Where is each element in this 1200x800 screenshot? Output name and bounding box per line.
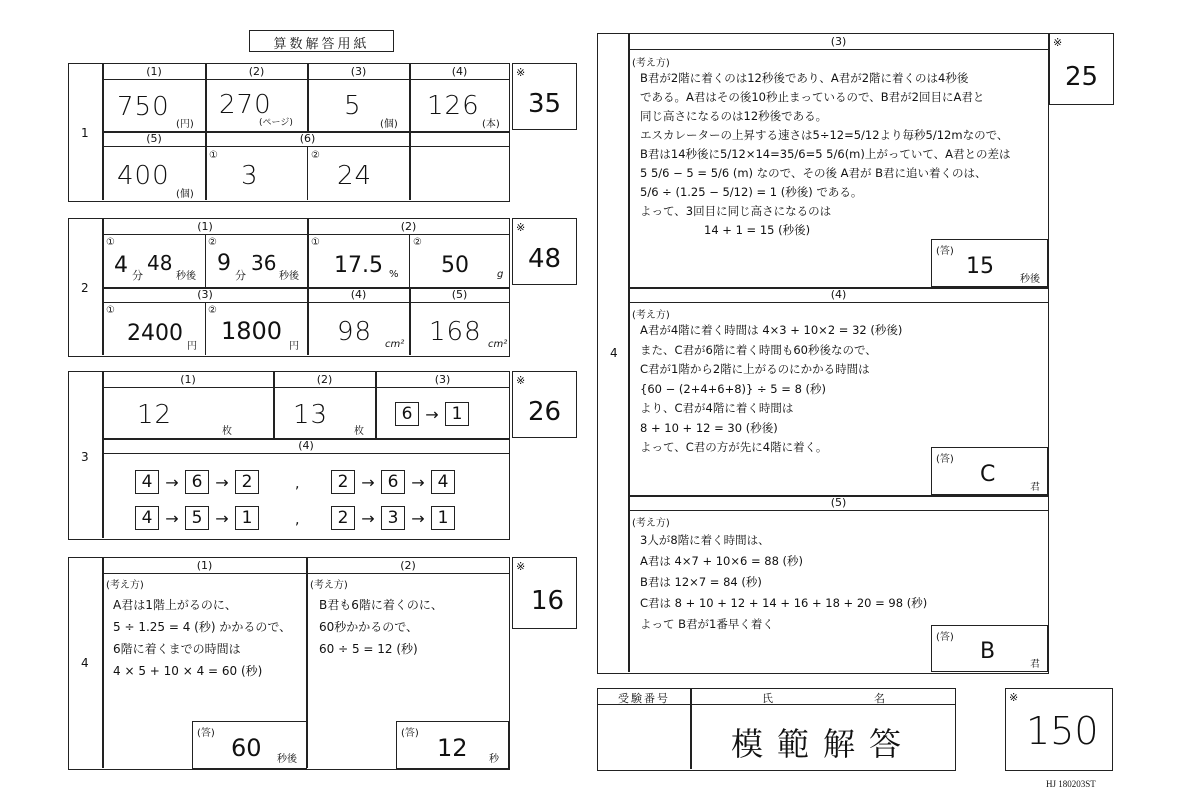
q2-header-4: (4) bbox=[350, 288, 367, 301]
q3-score-mark: ※ bbox=[516, 374, 526, 387]
q1-unit-4: (本) bbox=[482, 119, 500, 130]
q4-2-reasoning-label: (考え方) bbox=[310, 580, 348, 591]
q1-score-mark: ※ bbox=[516, 66, 526, 79]
q1-unit-5: (個) bbox=[176, 189, 194, 200]
q4-header-2: (2) bbox=[400, 559, 416, 572]
q1-score-box bbox=[512, 63, 577, 130]
q4-5-reasoning-label: (考え方) bbox=[632, 518, 670, 529]
q4-2-answer-label: (答) bbox=[401, 728, 419, 739]
q1-answer-4: 126 bbox=[427, 91, 480, 121]
q3-unit-1: 枚 bbox=[222, 426, 232, 437]
sheet-title-box bbox=[249, 30, 394, 52]
q2-header-3: (3) bbox=[197, 288, 213, 301]
q3-seq-a: 4 → 6 → 2 bbox=[135, 470, 259, 494]
q2-number: 2 bbox=[81, 281, 89, 295]
q2-answer-3-1: 2400 bbox=[127, 321, 183, 346]
q2-header-5: (5) bbox=[451, 288, 468, 301]
q2-unit-min-1: 分 bbox=[132, 269, 143, 282]
q2-3-circle-1: ① bbox=[106, 305, 115, 316]
q1-unit-3: (個) bbox=[380, 119, 398, 130]
q1-answer-3: 5 bbox=[344, 91, 362, 121]
q3-answer-3 bbox=[395, 402, 469, 426]
q1-header-3: (3) bbox=[350, 65, 367, 78]
name-label-2: 名 bbox=[874, 692, 885, 705]
q3-score: 26 bbox=[528, 397, 562, 427]
q4-4-reasoning-label: (考え方) bbox=[632, 310, 670, 321]
sheet-title: 算数解答用紙 bbox=[273, 37, 370, 52]
q2-header-2: (2) bbox=[400, 220, 417, 233]
q3-number: 3 bbox=[81, 450, 89, 464]
q2-frame bbox=[68, 218, 510, 357]
q2-answer-4: 98 bbox=[337, 317, 373, 347]
q3-seq-b: 2 → 6 → 4 bbox=[331, 470, 455, 494]
q2-answer-1-2-min: 9 bbox=[217, 251, 231, 276]
q2-2-circle-1: ① bbox=[311, 237, 320, 248]
q4-left-score: 16 bbox=[531, 586, 565, 616]
q4-header-3: (3) bbox=[830, 35, 847, 48]
q2-unit-sec-2: 秒後 bbox=[279, 271, 299, 282]
q4-3-reasoning-label: (考え方) bbox=[632, 58, 670, 69]
total-score-box bbox=[1005, 688, 1113, 771]
q2-answer-2-1: 17.5 bbox=[334, 253, 383, 278]
q3-header-3: (3) bbox=[434, 373, 451, 386]
q4-1-answer-box bbox=[192, 721, 307, 769]
q2-score: 48 bbox=[528, 244, 562, 274]
q1-header-2: (2) bbox=[248, 65, 265, 78]
q4-1-reasoning-label: (考え方) bbox=[106, 580, 144, 591]
q3-seq-d: 2 → 3 → 1 bbox=[331, 506, 455, 530]
q1-frame bbox=[68, 63, 510, 202]
q1-score: 35 bbox=[528, 89, 562, 119]
q2-score-box bbox=[512, 218, 577, 285]
name-label-1: 氏 bbox=[762, 692, 773, 705]
q3-comma-1: , bbox=[295, 476, 300, 492]
q4-2-answer-box bbox=[396, 721, 509, 769]
q3-answer-3-to: 1 bbox=[445, 402, 469, 426]
q2-answer-1-2-sec: 36 bbox=[251, 251, 277, 275]
q3-answer-1: 12 bbox=[137, 400, 173, 430]
q4-4-answer-box bbox=[931, 447, 1048, 495]
q4-3-answer-box bbox=[931, 239, 1048, 287]
q4-5-answer: B bbox=[980, 639, 996, 664]
q1-answer-2: 270 bbox=[219, 90, 272, 120]
q2-answer-2-2: 50 bbox=[441, 253, 469, 278]
q1-answer-6-2: 24 bbox=[337, 161, 373, 191]
q4-1-answer-label: (答) bbox=[197, 728, 215, 739]
q2-unit-min-2: 分 bbox=[235, 269, 246, 282]
q3-header-4: (4) bbox=[298, 439, 314, 452]
total-score-mark: ※ bbox=[1009, 691, 1019, 704]
q4-5-answer-box bbox=[931, 625, 1048, 672]
q4-5-reasoning: 3人が8階に着く時間は、 A君は 4×7 + 10×6 = 88 (秒) B君は 12×7 = 84 (秒) C君は 8 + 10 + 12 + 14 + 16 + 18 + 20 = 98 (秒) よって B君が1番早く着く bbox=[640, 533, 928, 631]
q4-right-score-mark: ※ bbox=[1053, 36, 1063, 49]
q4-5-unit: 君 bbox=[1030, 659, 1040, 670]
q2-1-circle-2: ② bbox=[208, 237, 217, 248]
q4-5-answer-label: (答) bbox=[936, 632, 954, 643]
q4-2-reasoning: B君も6階に着くのに、 60秒かかるので、 60 ÷ 5 = 12 (秒) bbox=[319, 598, 443, 656]
q2-unit-2-1: % bbox=[389, 269, 399, 280]
q4-header-5: (5) bbox=[830, 496, 847, 509]
q2-unit-3-2: 円 bbox=[289, 341, 299, 352]
total-score: 150 bbox=[1026, 709, 1099, 753]
q1-answer-1: 750 bbox=[117, 92, 170, 122]
q3-arrow: → bbox=[425, 404, 439, 424]
q2-unit-4: cm² bbox=[385, 339, 405, 350]
q1-answer-6-1: 3 bbox=[241, 161, 259, 191]
q3-seq-c: 4 → 5 → 1 bbox=[135, 506, 259, 530]
q3-score-box bbox=[512, 371, 577, 438]
q4-1-unit: 秒後 bbox=[277, 754, 297, 765]
q2-answer-3-2: 1800 bbox=[221, 317, 283, 345]
q4-header-4: (4) bbox=[830, 288, 847, 301]
q4-number-left: 4 bbox=[81, 656, 89, 670]
q4-3-answer: 15 bbox=[966, 254, 994, 279]
q4-4-answer-label: (答) bbox=[936, 454, 954, 465]
q4-1-answer: 60 bbox=[231, 734, 262, 762]
q4-header-1: (1) bbox=[196, 559, 213, 572]
q2-unit-sec-1: 秒後 bbox=[176, 271, 196, 282]
q3-header-1: (1) bbox=[180, 373, 196, 386]
q3-comma-2: , bbox=[295, 512, 300, 528]
candidate-name: 模範解答 bbox=[731, 725, 916, 763]
q4-right-frame bbox=[597, 33, 1049, 674]
q1-unit-1: (円) bbox=[176, 119, 194, 130]
q4-left-score-mark: ※ bbox=[516, 560, 526, 573]
q2-answer-1-1-sec: 48 bbox=[147, 251, 173, 275]
q2-score-mark: ※ bbox=[516, 221, 526, 234]
q3-answer-2: 13 bbox=[293, 400, 329, 430]
q1-header-6: (6) bbox=[299, 132, 316, 145]
q1-header-4: (4) bbox=[451, 65, 468, 78]
q1-unit-2: (ページ) bbox=[259, 118, 293, 128]
q3-answer-3-from: 6 bbox=[395, 402, 419, 426]
q1-6-circle-2: ② bbox=[311, 150, 320, 161]
q3-unit-2: 枚 bbox=[354, 426, 364, 437]
q4-left-score-box bbox=[512, 557, 577, 629]
q2-unit-3-1: 円 bbox=[187, 341, 197, 352]
q4-4-answer: C bbox=[980, 462, 996, 487]
q4-4-reasoning: A君が4階に着く時間は 4×3 + 10×2 = 32 (秒後) また、C君が6階に着く時間も60秒後なので、 C君が1階から2階に上がるのにかかる時間は {60 − (2+4+6+8)} ÷ 5 = 8 (秒) より、C君が4階に着く時間は 8 + 10 + 12 = 30 (秒後) よって、C君の方が先に4階に着く。 bbox=[640, 323, 903, 454]
form-code: HJ 180203ST bbox=[1046, 779, 1096, 789]
q4-3-reasoning: B君が2階に着くのは12秒後であり、A君が2階に着くのは4秒後 である。A君はその後10秒止まっているので、B君が2回目にA君と 同じ高さになるのは12秒後である。 エスカレーターの上昇する速さは5÷12=5/12より毎秒5/12mなので、 B君は14秒後に5/12×14=35/6=5 5/6(m)上がっていて、A君との差は 5 5/6 − 5 = 5/6 (m) なので、その後 A君が B君に追い着くのは、 5/6 ÷ (1.25 − 5/12) = 1 (秒後) である。 よって、3回目に同じ高さになるのは 14 + 1 = 15 (秒後) bbox=[640, 71, 1011, 237]
q4-2-unit: 秒 bbox=[489, 754, 499, 765]
q2-1-circle-1: ① bbox=[106, 237, 115, 248]
q1-answer-5: 400 bbox=[117, 161, 170, 191]
q4-right-score: 25 bbox=[1065, 62, 1099, 92]
q2-2-circle-2: ② bbox=[413, 237, 422, 248]
q1-header-5: (5) bbox=[146, 132, 162, 145]
q4-3-unit: 秒後 bbox=[1020, 274, 1040, 285]
q1-number: 1 bbox=[81, 126, 89, 140]
q2-header-1: (1) bbox=[197, 220, 213, 233]
q1-header-1: (1) bbox=[146, 65, 162, 78]
q4-number-right: 4 bbox=[610, 346, 618, 360]
q4-2-answer: 12 bbox=[437, 734, 468, 762]
q4-right-score-box bbox=[1049, 33, 1114, 105]
q2-3-circle-2: ② bbox=[208, 305, 217, 316]
q4-1-reasoning: A君は1階上がるのに、 5 ÷ 1.25 = 4 (秒) かかるので、 6階に着くまでの時間は 4 × 5 + 10 × 4 = 60 (秒) bbox=[113, 598, 292, 678]
q4-4-unit: 君 bbox=[1030, 482, 1040, 493]
q3-frame bbox=[68, 371, 510, 540]
q2-unit-2-2: g bbox=[497, 269, 504, 280]
q1-6-circle-1: ① bbox=[209, 150, 218, 161]
q3-header-2: (2) bbox=[316, 373, 333, 386]
q4-left-frame bbox=[68, 557, 510, 770]
q4-3-answer-label: (答) bbox=[936, 246, 954, 257]
candidate-info-box bbox=[597, 688, 956, 771]
q2-answer-5: 168 bbox=[429, 317, 482, 347]
q2-unit-5: cm² bbox=[488, 339, 508, 350]
exam-number-label: 受験番号 bbox=[618, 692, 670, 705]
q2-answer-1-1-min: 4 bbox=[114, 253, 128, 278]
